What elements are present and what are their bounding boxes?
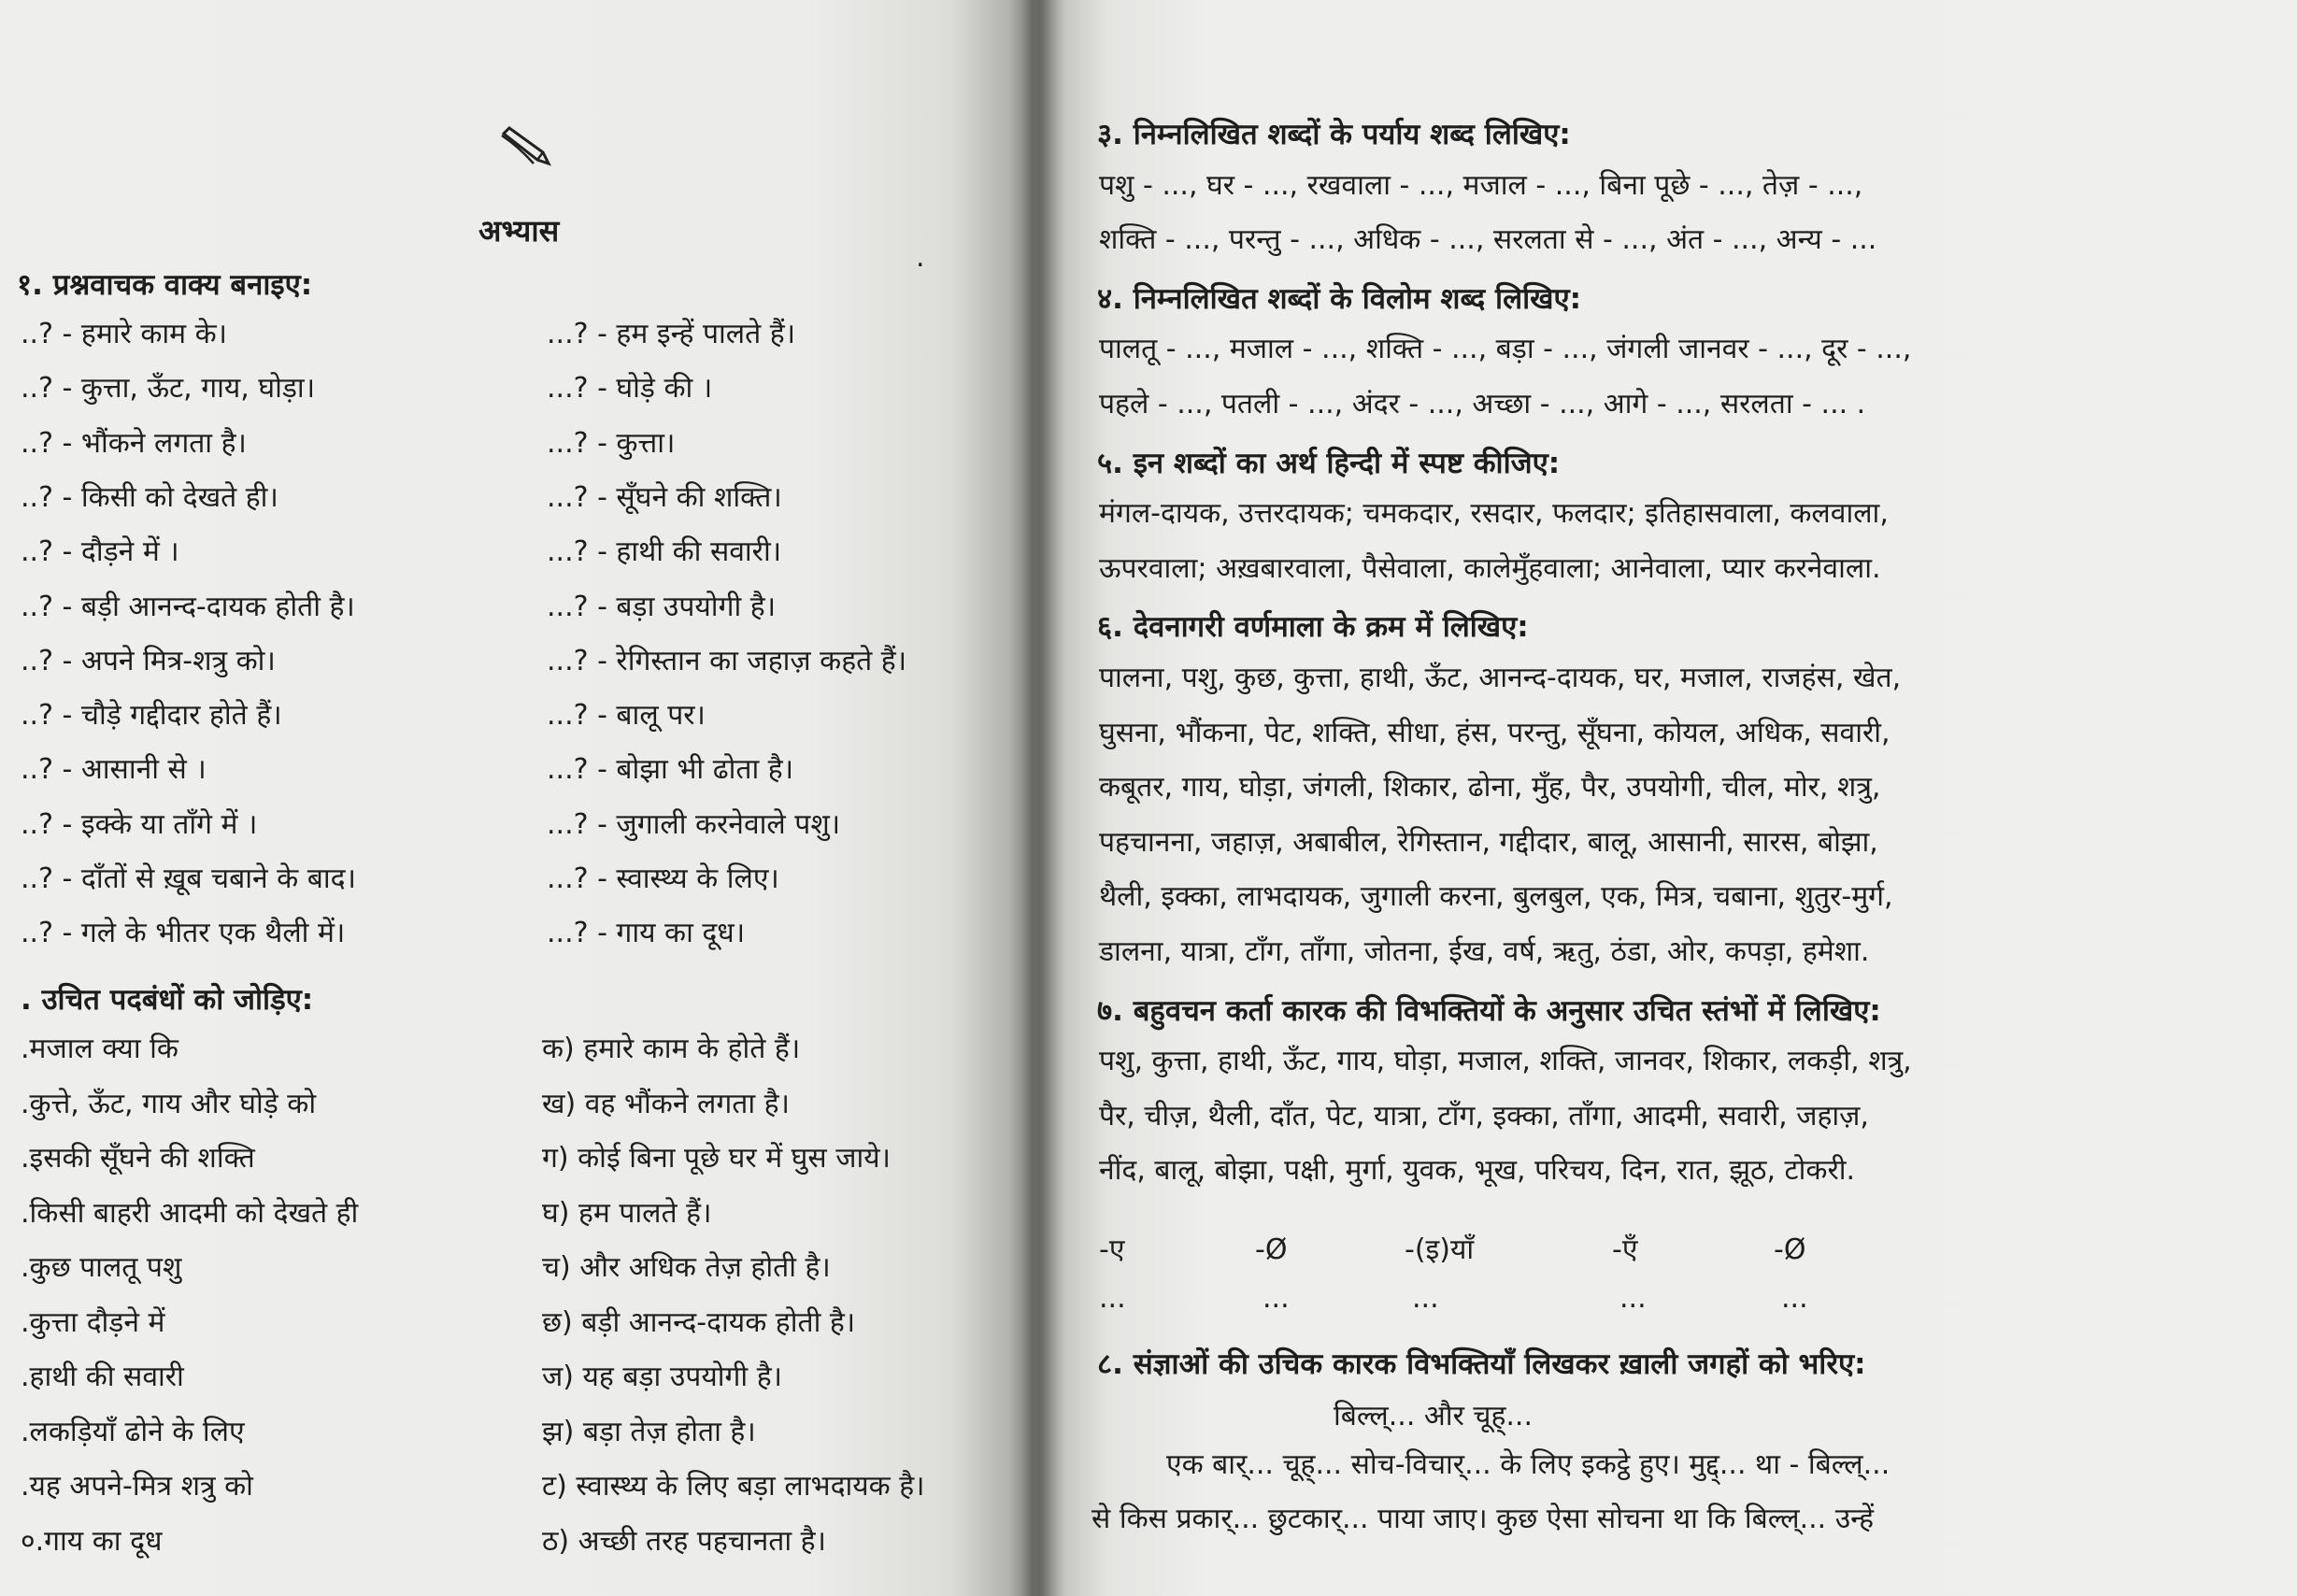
match-right-item: घ) हम पालते हैं। bbox=[542, 1196, 712, 1230]
match-right-item: ट) स्वास्थ्य के लिए बड़ा लाभदायक है। bbox=[542, 1470, 925, 1503]
exercise-line: नींद, बालू, बोझा, पक्षी, मुर्गा, युवक, भूख, परिचय, दिन, रात, झूठ, टोकरी. bbox=[1099, 1154, 1856, 1188]
page-heading: अभ्यास bbox=[478, 213, 560, 249]
match-right-item: क) हमारे काम के होते हैं। bbox=[542, 1033, 801, 1065]
section2-title: . उचित पदबंधों को जोड़िए: bbox=[21, 983, 314, 1017]
question-answer: ...? - बड़ा उपयोगी है। bbox=[547, 590, 777, 623]
question-answer: ..? - दाँतों से ख़ूब चबाने के बाद। bbox=[21, 862, 356, 895]
match-left-item: .किसी बाहरी आदमी को देखते ही bbox=[21, 1196, 359, 1230]
question-answer: ..? - आसानी से । bbox=[21, 753, 207, 787]
section-title: ४. निम्नलिखित शब्दों के विलोम शब्द लिखिए: bbox=[1097, 281, 1582, 316]
exercise-line: थैली, इक्का, लाभदायक, जुगाली करना, बुलबुल, एक, मित्र, चबाना, शुतुर-मुर्ग, bbox=[1099, 880, 1893, 914]
column-blank: ... bbox=[1263, 1282, 1290, 1315]
section-title: ७. बहुवचन कर्ता कारक की विभक्तियों के अनुसार उचित स्तंभों में लिखिए: bbox=[1097, 993, 1881, 1028]
match-left-item: .हाथी की सवारी bbox=[21, 1361, 184, 1393]
question-answer: ..? - चौड़े गद्दीदार होते हैं। bbox=[21, 699, 282, 733]
question-answer: ..? - किसी को देखते ही। bbox=[21, 480, 278, 514]
exercise-line: पालतू - ..., मजाल - ..., शक्ति - ..., बड़ा - ..., जंगली जानवर - ..., दूर - ..., bbox=[1099, 333, 1912, 366]
exercise-line: डालना, यात्रा, टाँग, ताँगा, जोतना, ईख, वर्ष, ऋतु, ठंडा, ओर, कपड़ा, हमेशा. bbox=[1099, 935, 1870, 968]
match-right-item: ठ) अच्छी तरह पहचानता है। bbox=[542, 1524, 826, 1558]
question-answer: ..? - कुत्ता, ऊँट, गाय, घोड़ा। bbox=[21, 372, 316, 406]
match-right-item: छ) बड़ी आनन्द-दायक होती है। bbox=[542, 1305, 856, 1339]
question-answer: ...? - घोड़े की । bbox=[547, 372, 713, 406]
question-answer: ...? - हम इन्हें पालते हैं। bbox=[547, 318, 796, 350]
column-blank: ... bbox=[1412, 1282, 1439, 1315]
question-answer: ...? - बालू पर। bbox=[547, 699, 706, 733]
question-answer: ...? - स्वास्थ्य के लिए। bbox=[547, 862, 779, 895]
section1-title: १. प्रश्नवाचक वाक्य बनाइए: bbox=[17, 268, 313, 302]
exercise-line: शक्ति - ..., परन्तु - ..., अधिक - ..., सरलता से - ..., अंत - ..., अन्य - ... bbox=[1099, 223, 1877, 257]
story-title: बिल्ल्... और चूह्... bbox=[1334, 1400, 1533, 1432]
match-left-item: .कुत्ता दौड़ने में bbox=[21, 1305, 165, 1339]
pencil-icon bbox=[500, 126, 556, 171]
exercise-line: पशु - ..., घर - ..., रखवाला - ..., मजाल - ..., बिना पूछे - ..., तेज़ - ..., bbox=[1099, 168, 1863, 202]
match-left-item: .कुछ पालतू पशु bbox=[21, 1251, 182, 1284]
question-answer: ...? - गाय का दूध। bbox=[547, 917, 746, 950]
match-left-item: .मजाल क्या कि bbox=[21, 1033, 178, 1065]
match-left-item: .यह अपने-मित्र शत्रु को bbox=[21, 1470, 253, 1503]
exercise-line: पशु, कुत्ता, हाथी, ऊँट, गाय, घोड़ा, मजाल, शक्ति, जानवर, शिकार, लकड़ी, शत्रु, bbox=[1099, 1045, 1912, 1078]
right-page bbox=[1033, 0, 2297, 1596]
column-blank: ... bbox=[1619, 1282, 1647, 1315]
question-answer: ...? - रेगिस्तान का जहाज़ कहते हैं। bbox=[547, 644, 907, 677]
match-right-item: च) और अधिक तेज़ होती है। bbox=[542, 1251, 831, 1284]
match-left-item: ०.गाय का दूध bbox=[21, 1524, 163, 1558]
section8-title: ८. संज्ञाओं की उचिक कारक विभक्तियाँ लिखकर ख़ाली जगहों को भरिए: bbox=[1097, 1347, 1866, 1381]
match-left-item: .कुत्ते, ऊँट, गाय और घोड़े को bbox=[21, 1087, 317, 1120]
exercise-line: कबूतर, गाय, घोड़ा, जंगली, शिकार, ढोना, मुँह, पैर, उपयोगी, चील, मोर, शत्रु, bbox=[1099, 771, 1881, 805]
section-title: ६. देवनागरी वर्णमाला के क्रम में लिखिए: bbox=[1097, 610, 1529, 645]
exercise-line: पालना, पशु, कुछ, कुत्ता, हाथी, ऊँट, आनन्द-दायक, घर, मजाल, राजहंस, खेत, bbox=[1099, 662, 1902, 694]
exercise-line: पहले - ..., पतली - ..., अंदर - ..., अच्छा - ..., आगे - ..., सरलता - ... . bbox=[1099, 388, 1866, 420]
column-header: -(इ)याँ bbox=[1405, 1233, 1475, 1266]
dot-mark: . bbox=[916, 241, 925, 274]
question-answer: ...? - बोझा भी ढोता है। bbox=[547, 753, 794, 787]
story-line: एक बार्... चूह्... सोच-विचार्... के लिए इकट्ठे हुए। मुद्द्... था - बिल्ल्... bbox=[1166, 1448, 1890, 1481]
question-answer: ..? - बड़ी आनन्द-दायक होती है। bbox=[21, 590, 355, 623]
exercise-line: ऊपरवाला; अख़बारवाला, पैसेवाला, कालेमुँहवाला; आनेवाला, प्यार करनेवाला. bbox=[1099, 551, 1881, 585]
question-answer: ..? - इक्के या ताँगे में । bbox=[21, 807, 258, 841]
question-answer: ..? - अपने मित्र-शत्रु को। bbox=[21, 644, 276, 677]
column-blank: ... bbox=[1781, 1282, 1808, 1315]
column-header: -Ø bbox=[1774, 1233, 1806, 1266]
question-answer: ...? - कुत्ता। bbox=[547, 426, 676, 460]
question-answer: ...? - हाथी की सवारी। bbox=[547, 535, 782, 569]
section-title: ३. निम्नलिखित शब्दों के पर्याय शब्द लिखिए: bbox=[1097, 118, 1571, 151]
match-left-item: .लकड़ियाँ ढोने के लिए bbox=[21, 1415, 245, 1448]
column-header: -एँ bbox=[1612, 1233, 1638, 1266]
match-right-item: ज) यह बड़ा उपयोगी है। bbox=[542, 1361, 782, 1393]
column-header: -Ø bbox=[1255, 1233, 1288, 1266]
section-title: ५. इन शब्दों का अर्थ हिन्दी में स्पष्ट कीजिए: bbox=[1097, 446, 1561, 480]
question-answer: ..? - हमारे काम के। bbox=[21, 318, 228, 350]
column-header: -ए bbox=[1099, 1233, 1125, 1266]
book-gutter bbox=[1009, 0, 1065, 1596]
left-page bbox=[0, 0, 1033, 1596]
question-answer: ..? - दौड़ने में । bbox=[21, 535, 179, 569]
story-line: से किस प्रकार्... छुटकार्... पाया जाए। कुछ ऐसा सोचना था कि बिल्ल्... उन्हें bbox=[1091, 1503, 1875, 1535]
question-answer: ...? - जुगाली करनेवाले पशु। bbox=[547, 807, 841, 841]
match-right-item: झ) बड़ा तेज़ होता है। bbox=[542, 1415, 756, 1448]
exercise-line: मंगल-दायक, उत्तरदायक; चमकदार, रसदार, फलदार; इतिहासवाला, कलवाला, bbox=[1099, 497, 1889, 531]
exercise-line: पहचानना, जहाज़, अबाबील, रेगिस्तान, गद्दीदार, बालू, आसानी, सारस, बोझा, bbox=[1099, 825, 1878, 859]
column-blank: ... bbox=[1099, 1282, 1126, 1315]
question-answer: ..? - भौंकने लगता है। bbox=[21, 426, 247, 460]
question-answer: ..? - गले के भीतर एक थैली में। bbox=[21, 917, 346, 950]
match-right-item: ख) वह भौंकने लगता है। bbox=[542, 1087, 790, 1120]
question-answer: ...? - सूँघने की शक्ति। bbox=[547, 480, 782, 514]
exercise-line: घुसना, भौंकना, पेट, शक्ति, सीधा, हंस, परन्तु, सूँघना, कोयल, अधिक, सवारी, bbox=[1099, 716, 1890, 749]
exercise-line: पैर, चीज़, थैली, दाँत, पेट, यात्रा, टाँग, इक्का, ताँगा, आदमी, सवारी, जहाज़, bbox=[1099, 1099, 1869, 1133]
match-right-item: ग) कोई बिना पूछे घर में घुस जाये। bbox=[542, 1142, 892, 1175]
match-left-item: .इसकी सूँघने की शक्ति bbox=[21, 1142, 255, 1175]
